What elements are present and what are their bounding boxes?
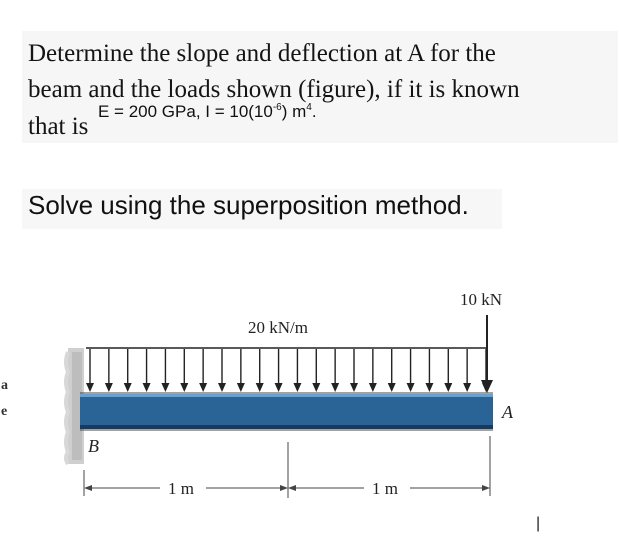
given-prefix: E = 200 GPa, I = 10(10 <box>98 102 273 121</box>
text-cursor-mark: | <box>536 515 541 532</box>
load-arrow <box>161 349 169 392</box>
load-arrow <box>425 349 433 392</box>
free-end-label-A: A <box>502 402 513 422</box>
given-exponent-2: 4 <box>306 102 312 113</box>
distributed-load <box>86 348 490 392</box>
load-arrow <box>293 349 301 392</box>
point-load-label: 10 kN <box>460 290 503 309</box>
distributed-load-label: 20 kN/m <box>248 318 308 337</box>
load-arrow <box>237 349 245 392</box>
load-arrow <box>124 349 132 392</box>
load-arrow <box>369 349 377 392</box>
side-mark-2: e <box>1 404 8 419</box>
load-arrow <box>86 349 94 392</box>
load-arrow <box>218 349 226 392</box>
load-arrow <box>256 349 264 392</box>
load-arrow <box>388 349 396 392</box>
load-arrow <box>331 349 339 392</box>
support-label-B: B <box>88 436 99 456</box>
span-2-label: 1 m <box>372 479 398 498</box>
given-suffix: . <box>311 102 317 121</box>
load-arrow <box>350 349 358 392</box>
problem-line-2: beam and the loads shown (figure), if it is known <box>28 76 520 103</box>
load-arrow <box>105 349 113 392</box>
instruction-text: Solve using the superposition method. <box>28 190 469 220</box>
point-load-arrow <box>481 315 493 393</box>
dimension-lines <box>84 436 490 498</box>
load-arrow <box>407 349 415 392</box>
problem-line-3: that is <box>28 113 89 140</box>
load-arrow <box>463 349 471 392</box>
load-arrow <box>275 349 283 392</box>
load-arrow <box>199 349 207 392</box>
side-mark-1: a <box>1 378 8 393</box>
problem-line-1: Determine the slope and deflection at A for the <box>28 40 496 67</box>
load-arrow <box>143 349 151 392</box>
given-mid: ) m <box>281 102 307 121</box>
beam <box>80 393 493 430</box>
given-exponent: -6 <box>272 102 282 113</box>
load-arrow <box>312 349 320 392</box>
load-arrow <box>444 349 452 392</box>
load-arrow <box>180 349 188 392</box>
span-1-label: 1 m <box>168 479 194 498</box>
